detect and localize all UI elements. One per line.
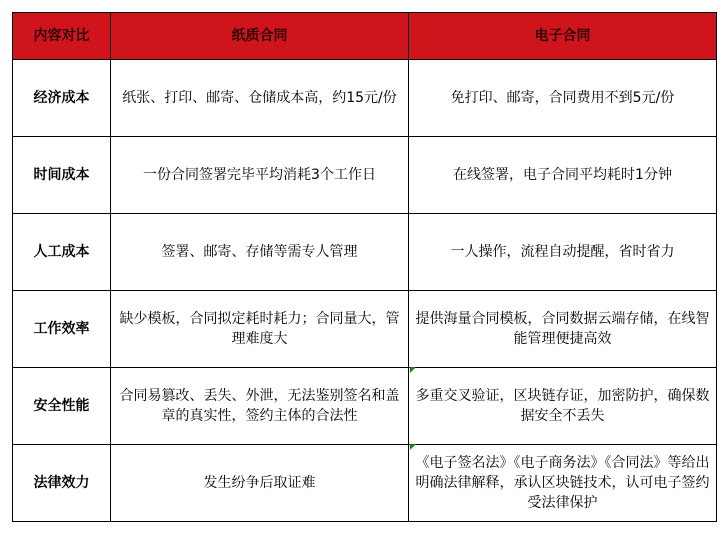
paper-cell[interactable]: 发生纷争后取证难 xyxy=(111,445,409,522)
header-cell-electronic[interactable]: 电子合同 xyxy=(409,13,717,60)
comment-marker-icon xyxy=(410,444,416,450)
row-label-cell[interactable]: 经济成本 xyxy=(13,60,111,137)
electronic-cell[interactable]: 提供海量合同模板，合同数据云端存储，在线智能管理便捷高效 xyxy=(409,291,717,368)
table-row xyxy=(13,60,717,137)
header-cell-content[interactable]: 内容对比 xyxy=(13,13,111,60)
table-row xyxy=(13,214,717,291)
header-cell-paper[interactable]: 纸质合同 xyxy=(111,13,409,60)
table-row xyxy=(13,445,717,522)
paper-cell[interactable]: 一份合同签署完毕平均消耗3个工作日 xyxy=(111,137,409,214)
paper-cell[interactable]: 缺少模板，合同拟定耗时耗力；合同量大，管理难度大 xyxy=(111,291,409,368)
table-row xyxy=(13,368,717,445)
paper-cell[interactable]: 合同易篡改、丢失、外泄，无法鉴别签名和盖章的真实性，签约主体的合法性 xyxy=(111,368,409,445)
electronic-cell[interactable]: 多重交叉验证，区块链存证，加密防护，确保数据安全不丢失 xyxy=(409,368,717,445)
row-label-cell[interactable]: 人工成本 xyxy=(13,214,111,291)
table-row xyxy=(13,137,717,214)
row-label-cell[interactable]: 时间成本 xyxy=(13,137,111,214)
electronic-cell[interactable]: 免打印、邮寄，合同费用不到5元/份 xyxy=(409,60,717,137)
electronic-cell[interactable]: 《电子签名法》《电子商务法》《合同法》等给出明确法律解释，承认区块链技术，认可电子签约受法律保护 xyxy=(409,445,717,522)
header-row xyxy=(13,13,717,60)
paper-cell[interactable]: 签署、邮寄、存储等需专人管理 xyxy=(111,214,409,291)
table-row xyxy=(13,291,717,368)
paper-cell[interactable]: 纸张、打印、邮寄、仓储成本高，约15元/份 xyxy=(111,60,409,137)
row-label-cell[interactable]: 工作效率 xyxy=(13,291,111,368)
row-label-cell[interactable]: 法律效力 xyxy=(13,445,111,522)
row-label-cell[interactable]: 安全性能 xyxy=(13,368,111,445)
electronic-cell[interactable]: 在线签署，电子合同平均耗时1分钟 xyxy=(409,137,717,214)
electronic-cell[interactable]: 一人操作，流程自动提醒，省时省力 xyxy=(409,214,717,291)
comparison-table xyxy=(12,12,717,522)
comment-marker-icon xyxy=(410,367,416,373)
